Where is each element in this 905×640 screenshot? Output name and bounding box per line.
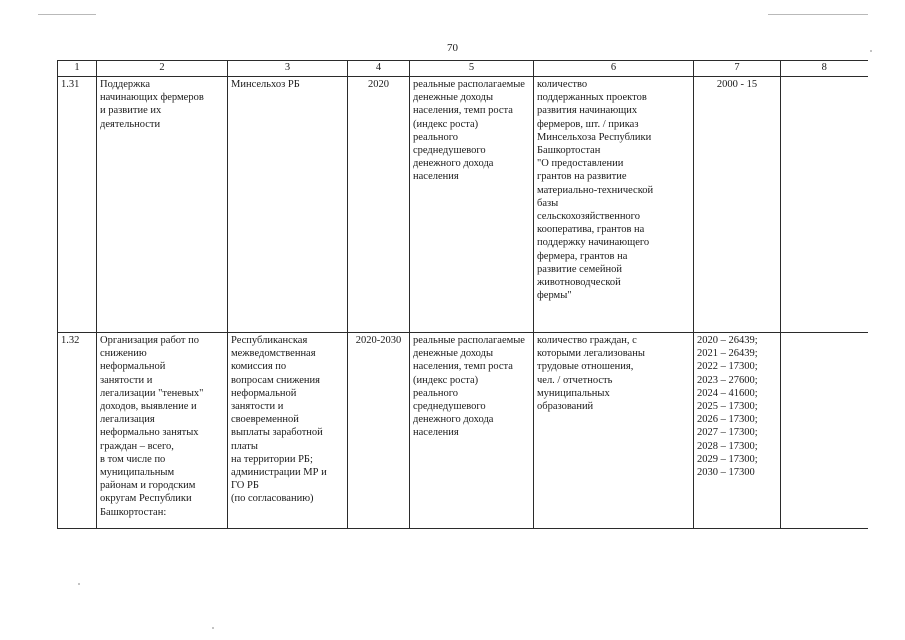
- activity-line: муниципальным: [100, 467, 175, 479]
- column-number: 8: [781, 61, 868, 77]
- column-number: 7: [694, 61, 781, 77]
- measure-line: кооператива, грантов на: [537, 224, 645, 236]
- indicator-line: денежного дохода: [413, 158, 494, 170]
- indicator-line: населения, темп роста: [413, 105, 513, 117]
- activity-line: неформально занятых: [100, 427, 199, 439]
- table-row: [58, 333, 868, 529]
- activity-cell: [97, 77, 228, 333]
- value-line: 2028 – 17300;: [697, 440, 758, 452]
- executor-line: межведомственная: [231, 348, 316, 360]
- executor-cell: [228, 333, 348, 529]
- measure-line: Башкортостан: [537, 145, 601, 157]
- scan-speck: [870, 50, 872, 52]
- indicator-line: (индекс роста): [413, 374, 479, 386]
- indicator-line: реального: [413, 131, 458, 143]
- value-line: 2024 – 41600;: [697, 387, 758, 399]
- activity-line: неформальной: [100, 361, 166, 373]
- measure-line: грантов на развитие: [537, 171, 627, 183]
- measure-line: базы: [537, 197, 559, 209]
- indicator-line: населения: [413, 171, 459, 183]
- executor-line: Республиканская: [231, 335, 308, 346]
- indicator-cell: [410, 333, 534, 529]
- measure-cell: [534, 77, 694, 333]
- activity-line: легализации "теневых": [100, 387, 204, 399]
- table-row: [58, 77, 868, 333]
- executor-line: Минсельхоз РБ: [231, 79, 300, 90]
- column-number-row: [58, 61, 868, 77]
- values-cell: [694, 333, 781, 529]
- value-line: 2000 - 15: [716, 79, 758, 90]
- executor-line: выплаты заработной: [231, 427, 323, 439]
- column-number: 3: [228, 61, 348, 77]
- measure-line: "О предоставлении: [537, 158, 624, 170]
- measure-line: фермы": [537, 290, 572, 302]
- measure-line: поддержанных проектов: [537, 92, 647, 104]
- executor-line: неформальной: [231, 387, 297, 399]
- column-number: 5: [410, 61, 534, 77]
- executor-line: своевременной: [231, 414, 299, 426]
- measure-line: развития начинающих: [537, 105, 638, 117]
- measures-table: [57, 60, 868, 529]
- column-number: 6: [534, 61, 694, 77]
- measure-line: чел. / отчетность: [537, 374, 613, 386]
- value-line: 2021 – 26439;: [697, 348, 758, 360]
- value-line: 2022 – 17300;: [697, 361, 758, 373]
- value-line: 2030 – 17300: [697, 467, 755, 479]
- activity-line: округам Республики: [100, 493, 192, 505]
- column-8-cell: [781, 77, 868, 333]
- row-number: 1.32: [58, 333, 97, 529]
- indicator-line: денежные доходы: [413, 92, 494, 104]
- activity-line: занятости и: [100, 374, 153, 386]
- indicator-line: среднедушевого: [413, 401, 486, 413]
- activity-line: в том числе по: [100, 453, 166, 465]
- period-cell: 2020-2030: [348, 333, 410, 529]
- measure-line: количество: [537, 79, 588, 90]
- activity-line: деятельности: [100, 118, 161, 130]
- executor-line: (по согласованию): [231, 493, 314, 505]
- measure-line: образований: [537, 401, 594, 413]
- value-line: 2026 – 17300;: [697, 414, 758, 426]
- indicator-cell: [410, 77, 534, 333]
- measure-line: сельскохозяйственного: [537, 211, 640, 223]
- activity-line: Организация работ по: [100, 335, 199, 346]
- indicator-line: реальные располагаемые: [413, 335, 525, 346]
- measure-line: материально-технической: [537, 184, 654, 196]
- indicator-line: денежного дохода: [413, 414, 494, 426]
- activity-line: легализация: [100, 414, 155, 426]
- activity-line: граждан – всего,: [100, 440, 174, 452]
- measure-line: развитие семейной: [537, 263, 622, 275]
- column-number: 1: [58, 61, 97, 77]
- value-line: 2027 – 17300;: [697, 427, 758, 439]
- scan-mark-left: [38, 14, 96, 15]
- value-line: 2025 – 17300;: [697, 401, 758, 413]
- executor-line: занятости и: [231, 401, 284, 413]
- column-number: 4: [348, 61, 410, 77]
- scan-speck: [212, 627, 214, 629]
- period-cell: 2020: [348, 77, 410, 333]
- value-line: 2029 – 17300;: [697, 453, 758, 465]
- measure-line: которыми легализованы: [537, 348, 645, 360]
- activity-line: начинающих фермеров: [100, 92, 204, 104]
- activity-line: доходов, выявление и: [100, 401, 197, 413]
- executor-line: платы: [231, 440, 258, 452]
- measure-line: фермера, грантов на: [537, 250, 628, 262]
- measure-line: трудовые отношения,: [537, 361, 634, 373]
- measure-line: животноводческой: [537, 277, 621, 289]
- executor-line: администрации МР и: [231, 467, 327, 479]
- value-line: 2020 – 26439;: [697, 335, 758, 346]
- scan-mark-right: [768, 14, 868, 15]
- activity-cell: [97, 333, 228, 529]
- activity-line: Поддержка: [100, 79, 150, 90]
- indicator-line: среднедушевого: [413, 145, 486, 157]
- executor-line: ГО РБ: [231, 480, 259, 492]
- executor-line: вопросам снижения: [231, 374, 320, 386]
- column-8-cell: [781, 333, 868, 529]
- values-cell: [694, 77, 781, 333]
- activity-line: снижению: [100, 348, 147, 360]
- column-number: 2: [97, 61, 228, 77]
- indicator-line: населения, темп роста: [413, 361, 513, 373]
- measure-line: количество граждан, с: [537, 335, 637, 346]
- indicator-line: денежные доходы: [413, 348, 494, 360]
- activity-line: районам и городским: [100, 480, 196, 492]
- indicator-line: (индекс роста): [413, 118, 479, 130]
- measure-line: поддержку начинающего: [537, 237, 650, 249]
- page-number: 70: [447, 42, 458, 54]
- measure-line: муниципальных: [537, 387, 610, 399]
- executor-line: на территории РБ;: [231, 453, 313, 465]
- value-line: 2023 – 27600;: [697, 374, 758, 386]
- measure-line: Минсельхоза Республики: [537, 131, 652, 143]
- measure-line: фермеров, шт. / приказ: [537, 118, 639, 130]
- activity-line: Башкортостан:: [100, 506, 167, 518]
- measure-cell: [534, 333, 694, 529]
- row-number: 1.31: [58, 77, 97, 333]
- indicator-line: населения: [413, 427, 459, 439]
- activity-line: и развитие их: [100, 105, 162, 117]
- indicator-line: реальные располагаемые: [413, 79, 525, 90]
- scan-speck: [78, 583, 80, 585]
- executor-cell: [228, 77, 348, 333]
- indicator-line: реального: [413, 387, 458, 399]
- executor-line: комиссия по: [231, 361, 287, 373]
